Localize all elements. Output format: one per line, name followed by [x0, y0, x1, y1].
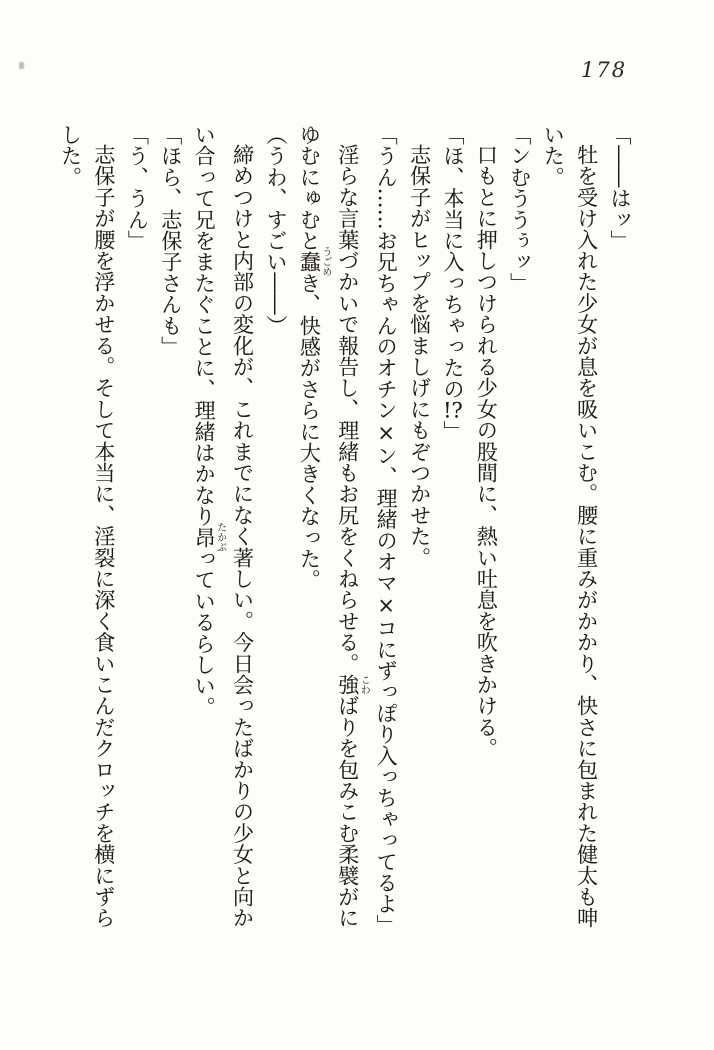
text-line: した。 — [58, 124, 83, 188]
text-line: い合って兄をまたぐことに、理緒はかなり昂たかぶっているらしい。 — [192, 124, 226, 718]
text-line: 「ンむううぅッ」 — [507, 124, 532, 294]
text-line: （うわ、すごい――） — [263, 124, 288, 336]
text-line: 志保子がヒップを悩ましげにもぞつかせた。 — [407, 144, 432, 568]
scan-artifact — [19, 62, 24, 69]
furigana-ruby: 強こわ — [335, 674, 370, 696]
text-line: 「ほら、志保子さんも」 — [158, 124, 183, 358]
text-line: 口もとに押しつけられる少女の股間に、熱い吐息を吹きかける。 — [474, 144, 499, 759]
page-number: 178 — [581, 58, 628, 82]
text-line: 「ほ、本当に入っちゃったの!?」 — [440, 124, 465, 442]
furigana-ruby: 昂たかぶ — [192, 522, 226, 553]
tatechuyoko-text: !? — [443, 399, 463, 421]
furigana-ruby: 蠢うごめ — [297, 246, 331, 277]
text-line: 「――はッ」 — [608, 124, 632, 252]
text-block — [53, 124, 636, 934]
text-line: 「う、うん」 — [125, 124, 150, 252]
text-line: 淫らな言葉づかいで報告し、理緒もお尻をくねらせる。強こわばりを包みこむ柔襞がに — [335, 144, 370, 929]
text-line: いた。 — [541, 124, 566, 188]
text-line: 締めつけと内部の変化が、これまでになく著しい。今日会ったばかりの少女と向か — [230, 144, 255, 929]
text-line: 牡を受け入れた少女が息を吸いこむ。腰に重みがかかり、快さに包まれた健太も呻 — [574, 144, 599, 929]
text-line: 「うん……お兄ちゃんのオチン×ン、理緒のオマ×コにずっぽり入っちゃってるよ」 — [374, 124, 399, 936]
text-line: 志保子が腰を浮かせる。そして本当に、淫裂に深く食いこんだクロッチを横にずら — [91, 144, 116, 929]
text-line: ゆむにゅむと蠢うごめき、快感がさらに大きくなった。 — [297, 124, 331, 591]
